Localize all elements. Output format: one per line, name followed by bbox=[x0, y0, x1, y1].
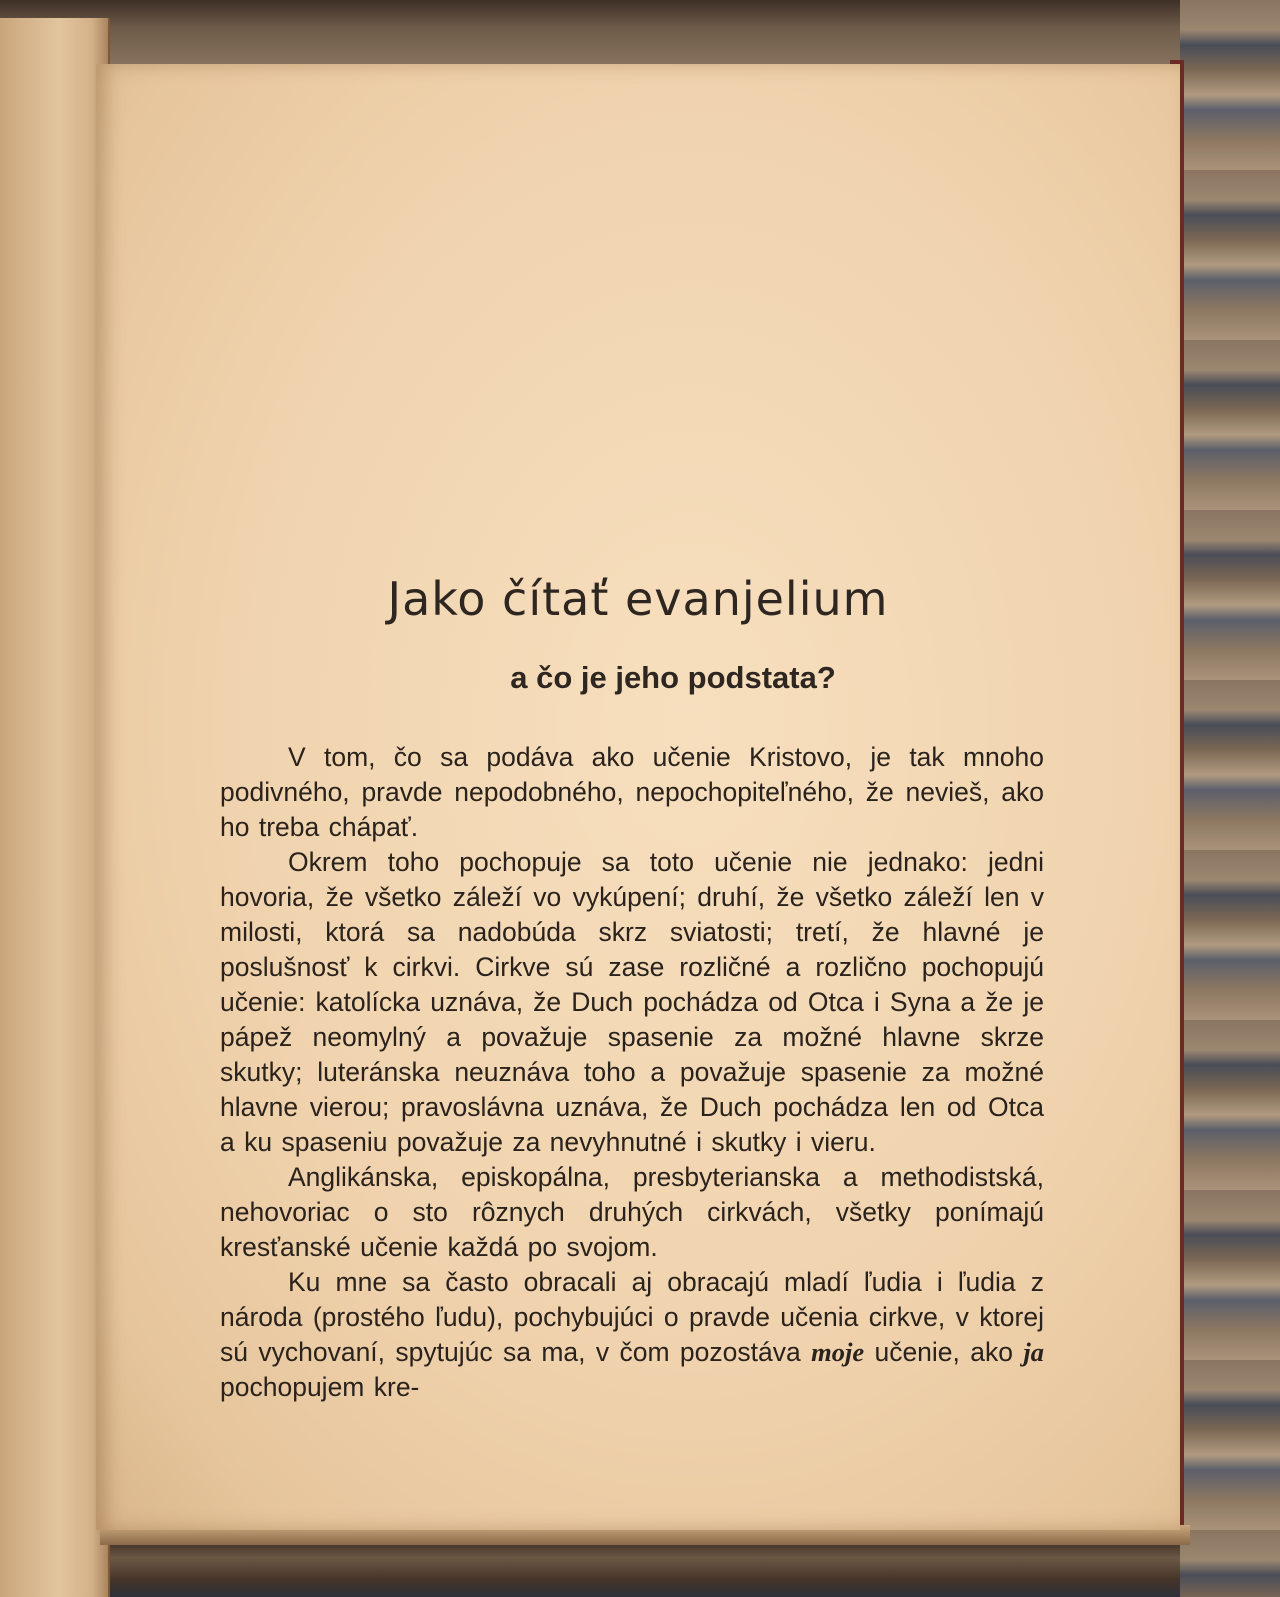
book-page bbox=[96, 64, 1180, 1530]
paragraph: Okrem toho pochopuje sa toto učenie nie jednako: jedni hovoria, že všetko záleží vo vykúpení; druhí, že všetko záleží len v milosti, ktorá sa nadobúda skrz sviatosti; tretí, že hlavné je poslušnosť k cirkvi. Cirkve sú zase rozličné a rozlično pochopujú učenie: katolícka uznáva, že Duch pochádza od Otca i Syna a že je pápež neomylný a považuje spasenie za možné hlavne skrze skutky; luteránska neuznáva toho a považuje spasenie za možné hlavne vierou; pravoslávna uznáva, že Duch pochádza len od Otca a ku spaseniu považuje za nevyhnutné i skutky i vieru. bbox=[220, 847, 1044, 1157]
text-run: učenie, ako bbox=[864, 1337, 1024, 1367]
paragraph-last bbox=[220, 1265, 1044, 1405]
paragraph: Anglikánska, episkopálna, presbyterianska a methodistská, nehovoriac o sto rôznych druhých cirkvách, všetky ponímajú kresťanské učenie každá po svojom. bbox=[220, 1162, 1044, 1262]
chapter-subtitle: a čo je jeho podstata? bbox=[510, 660, 836, 695]
emphasized-word: ja bbox=[1023, 1337, 1044, 1367]
text-run: pochopujem kre- bbox=[220, 1372, 420, 1402]
table-edge-top bbox=[0, 0, 1280, 70]
body-text bbox=[220, 740, 1044, 1405]
left-page-edge bbox=[0, 18, 110, 1597]
emphasized-word: moje bbox=[811, 1337, 865, 1367]
table-edge-right bbox=[1180, 0, 1280, 1597]
text-run: Ku mne sa často obracali aj obracajú mladí ľudia i ľudia z národa (prostého ľudu), pochybujúci o pravde učenia cirkve, v ktorej sú vychovaní, spytujúc sa ma, v čom pozostáva bbox=[220, 1267, 1044, 1367]
paragraph: V tom, čo sa podáva ako učenie Kristovo, je tak mnoho podivného, pravde nepodobného, nepochopiteľného, že nevieš, ako ho treba chápať. bbox=[220, 742, 1044, 842]
chapter-title: Jako čítať evanjelium bbox=[387, 572, 889, 626]
